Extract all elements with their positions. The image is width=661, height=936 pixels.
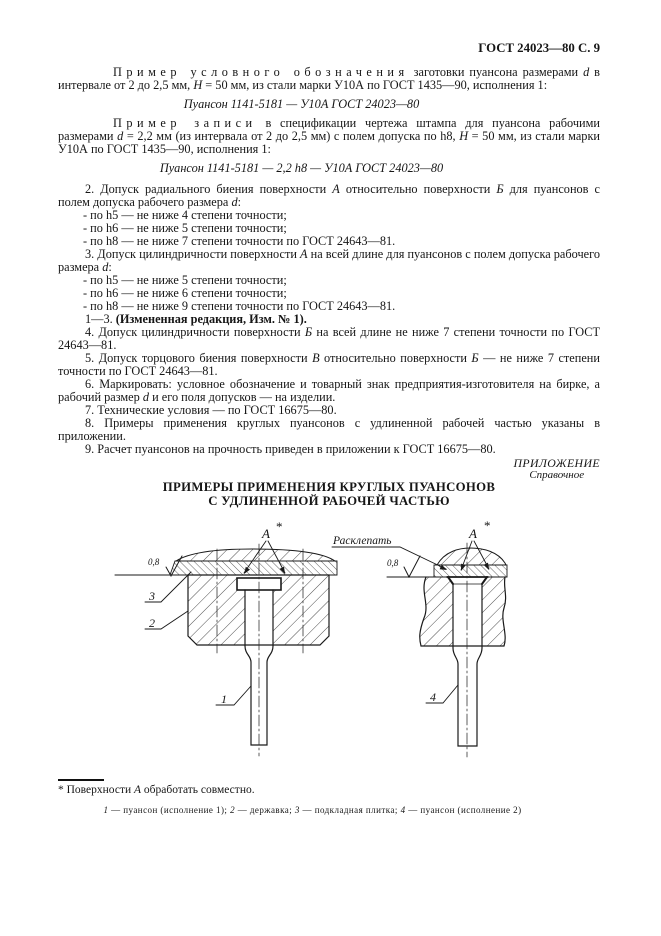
- section-title-line1: ПРИМЕРЫ ПРИМЕНЕНИЯ КРУГЛЫХ ПУАНСОНОВ: [162, 480, 496, 494]
- clause-2-item-h5: - по h5 — не ниже 4 степени точности;: [83, 208, 287, 222]
- asterisk-right: *: [484, 518, 491, 533]
- designation-formula-1: Пуансон 1141-5181 — У10А ГОСТ 24023—80: [183, 97, 420, 111]
- clause-3: 3. Допуск цилиндричности поверхности А на всей длине для пуансонов с полем допуска рабочего размера d:: [58, 247, 600, 274]
- section-title-line2: С УДЛИНЕННОЙ РАБОЧЕЙ ЧАСТЬЮ: [208, 493, 450, 508]
- figure-punch-version2: [332, 518, 507, 757]
- clause-2-item-h8: - по h8 — не ниже 7 степени точности по ГОСТ 24643—81.: [83, 234, 396, 248]
- roughness-mark-right: 0,8: [387, 558, 399, 568]
- technical-drawing: [0, 515, 661, 765]
- surface-a-label-right: А: [469, 526, 477, 541]
- appendix-type: Справочное: [529, 468, 585, 481]
- clause-2: 2. Допуск радиального биения поверхности А относительно поверхности Б для пуансонов с полем допуска рабочего размера d:: [58, 182, 600, 209]
- clause-7: 7. Технические условия — по ГОСТ 16675—80.: [85, 403, 337, 417]
- clause-3-item-h8: - по h8 — не ниже 9 степени точности по ГОСТ 24643—81.: [83, 299, 396, 313]
- callout-3-label: 3: [149, 589, 155, 603]
- revision-note: 1—3. (Измененная редакция, Изм. № 1).: [85, 312, 307, 326]
- clause-3-item-h6: - по h6 — не ниже 6 степени точности;: [83, 286, 287, 300]
- clause-2-item-h6: - по h6 — не ниже 5 степени точности;: [83, 221, 287, 235]
- holder-block-hatch-right: [420, 577, 506, 646]
- figure-caption: 1 — пуансон (исполнение 1); 2 — державка; 3 — подкладная плитка; 4 — пуансон (исполнение 2): [103, 805, 522, 815]
- clause-6: 6. Маркировать: условное обозначение и товарный знак предприятия-изготовителя на бирке, а рабочий размер d и его поля допусков — на изделии.: [58, 377, 600, 404]
- clause-4: 4. Допуск цилиндричности поверхности Б на всей длине не ниже 7 степени точности по ГОСТ 24643—81.: [58, 325, 600, 352]
- callout-1-label: 1: [221, 692, 227, 706]
- roughness-mark-left: 0,8: [148, 557, 160, 567]
- punch-shank-right: [453, 648, 482, 746]
- footnote-divider: [58, 779, 104, 781]
- asterisk-left: *: [276, 519, 283, 534]
- designation-formula-2: Пуансон 1141-5181 — 2,2 h8 — У10А ГОСТ 24023—80: [159, 161, 444, 175]
- clause-9: 9. Расчет пуансонов на прочность приведен в приложении к ГОСТ 16675—80.: [85, 442, 496, 456]
- appendix-heading: [513, 458, 600, 481]
- clause-5: 5. Допуск торцового биения поверхности В относительно поверхности Б — не ниже 7 степени точности по ГОСТ 24643—81.: [58, 351, 600, 378]
- page-header: ГОСТ 24023—80 С. 9: [478, 41, 600, 55]
- paragraph-example-2: Пример записи в спецификации чертежа штампа для пуансона рабочими размерами d = 2,2 мм (из интервала от 2 до 2,5 мм) с полем допуска по h8, Н = 50 мм, из стали марки У10А по ГОСТ 1435—90, исполнения 1:: [58, 116, 601, 156]
- clause-8: 8. Примеры применения круглых пуансонов с удлиненной рабочей частью указаны в приложении.: [58, 416, 600, 443]
- backing-plate-band-right: [434, 565, 507, 577]
- footnote: [58, 779, 255, 797]
- roughness-symbol-right: [404, 556, 420, 577]
- figure-punch-version1: [115, 519, 337, 756]
- callout-2-label: 2: [149, 616, 155, 630]
- backing-plate-band: [170, 561, 337, 575]
- upper-plate-dome-right: [437, 548, 506, 565]
- clause-3-item-h5: - по h5 — не ниже 5 степени точности;: [83, 273, 287, 287]
- paragraph-example-1: Пример условного обозначения заготовки пуансона размерами d в интервале от 2 до 2,5 мм, Н = 50 мм, из стали марки У10А по ГОСТ 1435—90, исполнения 1:: [58, 65, 600, 92]
- surface-a-label-left: А: [262, 526, 270, 541]
- appendix-label: ПРИЛОЖЕНИЕ: [513, 456, 600, 470]
- text-column: [58, 66, 600, 508]
- footnote-text: * Поверхности А обработать совместно.: [58, 784, 255, 797]
- countersink-slopes: [448, 577, 487, 584]
- callout-4-label: 4: [430, 690, 436, 704]
- rivet-note-label: Расклепать: [333, 535, 392, 547]
- upper-plate-dome: [176, 549, 335, 561]
